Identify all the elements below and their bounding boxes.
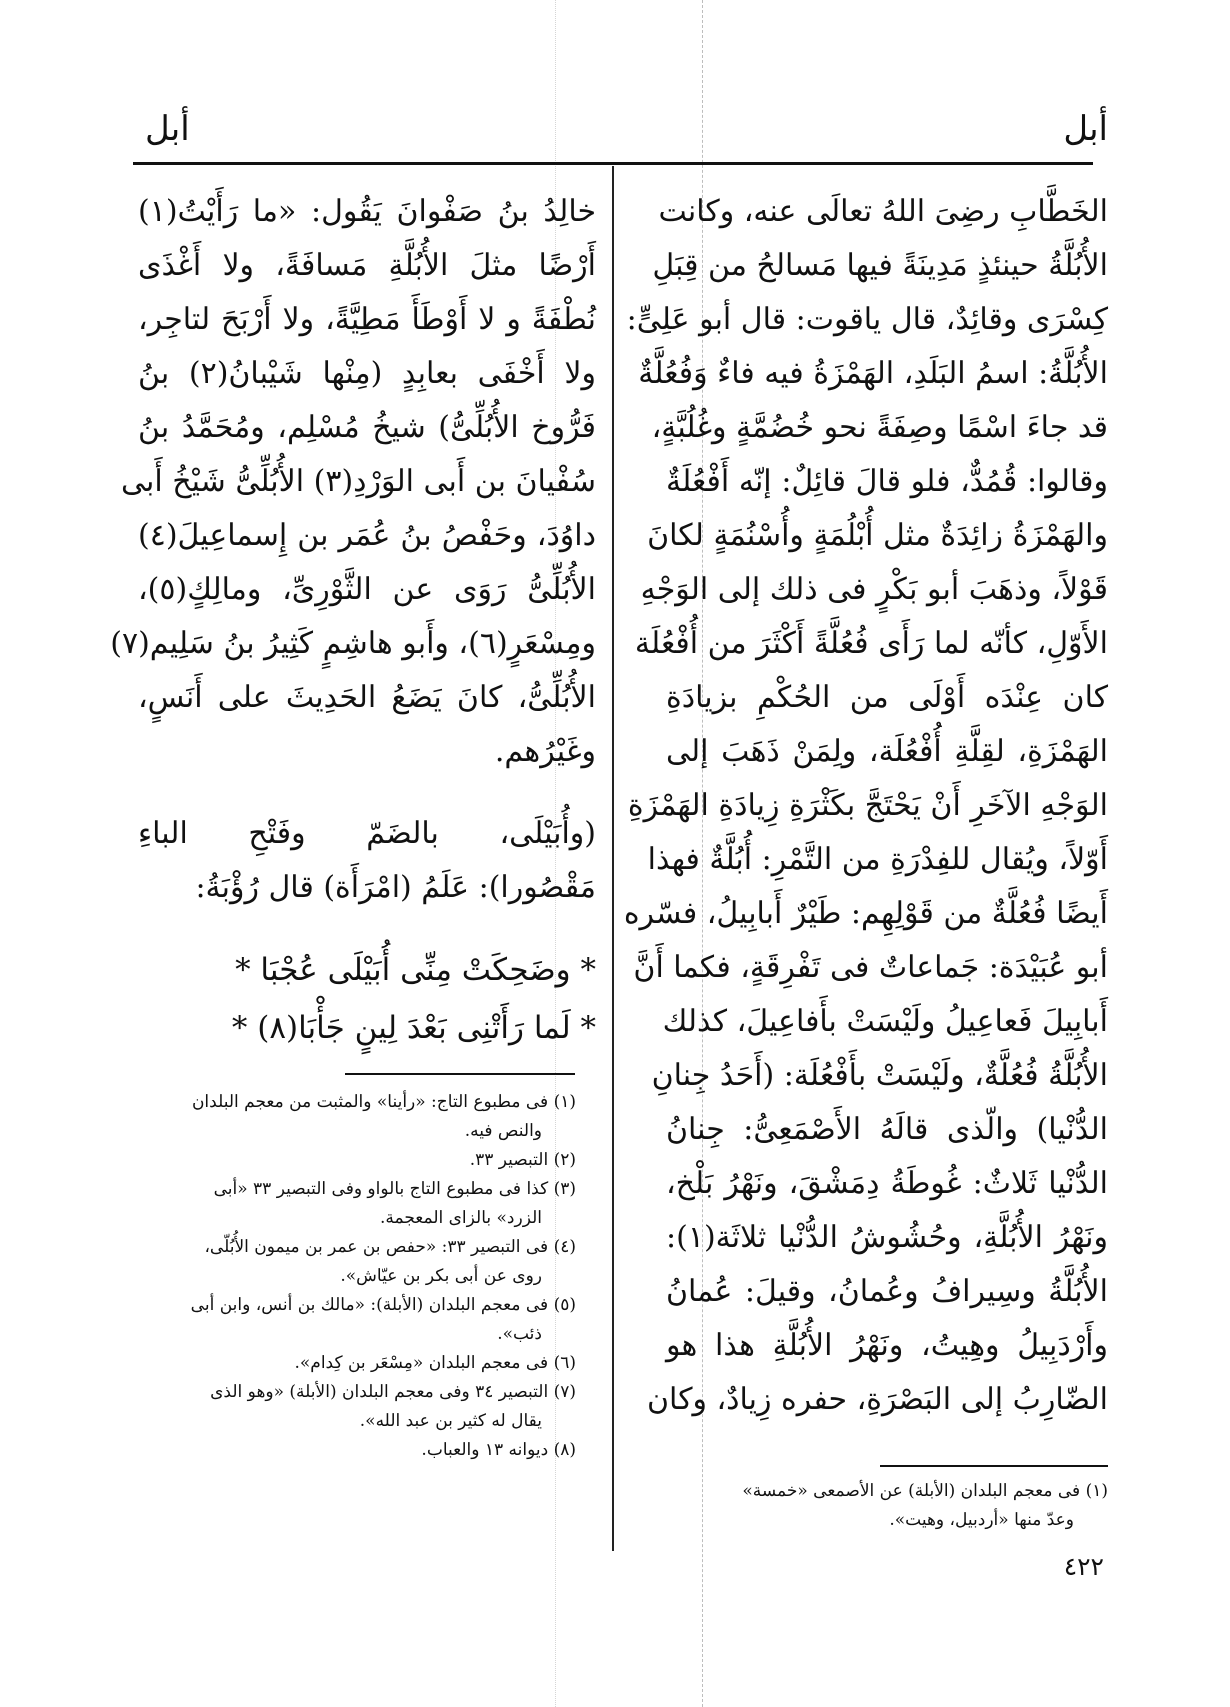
footnote-line: (٥) فى معجم البلدان (الأبلة): «مالك بن أنس، وابن أبى <box>190 1295 576 1315</box>
text-line: الدُّنْيا ثَلاثٌ: غُوطَةُ دِمَشْقَ، ونَهْرُ بَلْخ، <box>666 1166 1108 1201</box>
text-line: الضّارِبُ إلى البَصْرَةِ، حفره زِيادٌ، وكان <box>647 1382 1108 1417</box>
footnote-line: (٦) فى معجم البلدان «مِسْعَر بن كِدام». <box>294 1353 576 1373</box>
entry-heading-line: مَقْصُورا): عَلَمُ (امْرَأَة) قال رُؤْبَةُ: <box>195 870 596 905</box>
footnote-line: والنص فيه. <box>464 1121 542 1141</box>
footnote-line: يقال له كثير بن عبد الله». <box>359 1411 542 1431</box>
text-line: فَرُّوخ الأُبُلِّىُّ) شيخُ مُسْلِم، ومُحَمَّدُ بنُ <box>138 410 596 445</box>
text-line: الدُّنْيا) والّذى قالَهُ الأَصْمَعِىُّ: جِنانُ <box>666 1112 1108 1147</box>
text-line: الأَوّلِ، كأنّه لما رَأَى فُعُلَّةً أَكْثَرَ من أُفْعُلَة <box>634 626 1108 661</box>
footnote-line: (١) فى مطبوع التاج: «رأينا» والمثبت من معجم البلدان <box>191 1092 576 1112</box>
text-line: ومِسْعَرٍ(٦)، وأَبو هاشِمٍ كَثِيرُ بنُ سَلِيم(٧) <box>110 626 596 661</box>
text-line: أَوّلاً، ويُقال للفِدْرَةِ من التَّمْرِ: أُبُلَّةٌ فهذا <box>647 842 1108 877</box>
text-line: أَيضًا فُعُلَّةٌ من قَوْلِهِم: طَيْرٌ أَبابِيلُ، فسّره <box>623 896 1108 931</box>
footnote-line: الزرد» بالزاى المعجمة. <box>379 1208 542 1228</box>
running-header-right: أبل <box>1063 109 1108 149</box>
footnote-line: (٤) فى التبصير ٣٣: «حفص بن عمر بن ميمون الأُبُلّى، <box>204 1237 576 1257</box>
footnote-line: (١) فى معجم البلدان (الأبلة) عن الأصمعى «خمسة» <box>742 1481 1108 1501</box>
running-header-left: أبل <box>145 109 190 149</box>
text-line: خالِدُ بنُ صَفْوانَ يَقُول: «ما رَأَيْتُ(١) <box>138 194 596 229</box>
text-line: وغَيْرُهم. <box>494 734 596 769</box>
entry-gap <box>138 779 596 807</box>
text-line: كِسْرَى وقائِدٌ، قال ياقوت: قال أبو عَلِىٍّ: <box>626 302 1108 337</box>
text-line: الأُبُلِّىُّ، كانَ يَضَعُ الحَدِيثَ على أَنَسٍ، <box>138 680 596 715</box>
footnote-line: ذئب». <box>497 1324 542 1344</box>
text-line: الخَطَّابِ رضِىَ اللهُ تعالَى عنه، وكانت <box>658 194 1108 229</box>
footnotes-left <box>136 1088 576 1465</box>
left-column-text <box>110 185 596 1059</box>
text-line: الأُبُلِّىُّ رَوَى عن الثَّوْرِىِّ، ومالِكٍ(٥)، <box>138 572 596 607</box>
text-line: قد جاءَ اسْمًا وصِفَةً نحو خُضُمَّةٍ وغُلُبَّةٍ، <box>651 410 1108 445</box>
header-rule <box>133 162 1093 165</box>
footnote-line: (٢) التبصير ٣٣. <box>469 1150 576 1170</box>
text-line: داوُدَ، وحَفْصُ بنُ عُمَر بن إِسماعِيلَ(٤) <box>138 518 596 553</box>
text-line: ونَهْرُ الأُبُلَّةِ، وحُشُوشُ الدُّنْيا ثلاثَة(١): <box>666 1220 1108 1255</box>
verse-gap <box>138 915 596 943</box>
text-line: كان عِنْدَه أَوْلَى من الحُكْمِ بزيادَةِ <box>666 680 1108 715</box>
verse-line: * لَما رَأَتْنِى بَعْدَ لِينٍ جَأْبَا(٨) * <box>231 1010 596 1046</box>
verse-line: * وضَحِكَتْ مِنِّى أُبَيْلَى عُجْبَا * <box>235 952 596 988</box>
text-line: والهَمْزَةُ زائِدَةٌ مثل أُبْلُمَةٍ وأُسْنُمَةٍ لكانَ <box>647 518 1108 553</box>
text-line: وأَرْدَبِيلُ وهِيتُ، ونَهْرُ الأُبُلَّةِ هذا هو <box>666 1328 1108 1363</box>
footnote-line: روى عن أبى بكر بن عيّاش». <box>340 1266 542 1286</box>
footnote-rule-left <box>345 1073 575 1075</box>
page-number: ٤٢٢ <box>1063 1552 1104 1581</box>
text-line: الأُبُلَّةُ فُعُلَّةٌ، ولَيْسَتْ بأَفْعُلَة: (أَحَدُ جِنانِ <box>651 1058 1108 1093</box>
text-line: أَرْضًا مثلَ الأُبُلَّةِ مَسافَةً، ولا أَغْذَى <box>138 248 596 283</box>
text-line: وقالوا: قُمُدٌّ، فلو قالَ قائِلٌ: إنّه أَفْعُلَةٌ <box>666 464 1108 499</box>
footnotes-right <box>638 1477 1108 1535</box>
text-line: سُفْيانَ بن أَبى الوَرْدِ(٣) الأُبُلِّىُّ شَيْخُ أَبى <box>121 464 596 499</box>
entry-heading-line: (وأُبَيْلَى، بالضَمّ وفَتْحِ الباءِ <box>138 816 596 851</box>
text-line: الأُبُلَّةُ حينئذٍ مَدِينَةً فيها مَسالحُ من قِبَلِ <box>652 248 1108 283</box>
text-line: أَبابِيلَ فَعاعِيلُ ولَيْسَتْ بأَفاعِيلَ، كذلك <box>662 1004 1108 1039</box>
column-divider <box>612 166 614 1551</box>
text-line: الهَمْزَةِ، لقِلَّةِ أُفْعُلَة، ولِمَنْ ذَهَبَ إلى <box>666 734 1108 769</box>
text-line: قَوْلاً، وذهَبَ أبو بَكْرٍ فى ذلك إلى الوَجْهِ <box>640 572 1108 607</box>
footnote-line: (٨) ديوانه ١٣ والعباب. <box>421 1440 576 1460</box>
footnote-rule-right <box>880 1465 1108 1467</box>
footnote-line: (٧) التبصير ٣٤ وفى معجم البلدان (الأبلة) «وهو الذى <box>210 1382 576 1402</box>
text-line: الأُبُلَّةُ: اسمُ البَلَدِ، الهَمْزَةُ فيه فاءٌ وَفُعُلَّةٌ <box>638 356 1108 391</box>
text-line: أبو عُبَيْدَة: جَماعاتٌ فى تَفْرِقَةٍ، فكما أَنَّ <box>633 950 1108 985</box>
text-line: الأُبُلَّةُ وسِيرافُ وعُمانُ، وقيلَ: عُمانُ <box>666 1274 1108 1309</box>
text-line: نُطْفَةً و لا أَوْطَأَ مَطِيَّةً، ولا أَرْبَحَ لتاجِر، <box>138 302 596 337</box>
footnote-line: (٣) كذا فى مطبوع التاج بالواو وفى التبصير ٣٣ «أبى <box>213 1179 576 1199</box>
text-line: ولا أَخْفَى بعابِدٍ (مِنْها شَيْبانُ(٢) بنُ <box>138 356 596 391</box>
text-line: الوَجْهِ الآخَرِ أَنْ يَحْتَجَّ بكَثْرَةِ زِيادَةِ الهَمْزَةِ <box>627 788 1108 823</box>
footnote-line: وعدّ منها «أردبيل، وهيت». <box>889 1510 1074 1530</box>
right-column-text <box>623 185 1108 1427</box>
